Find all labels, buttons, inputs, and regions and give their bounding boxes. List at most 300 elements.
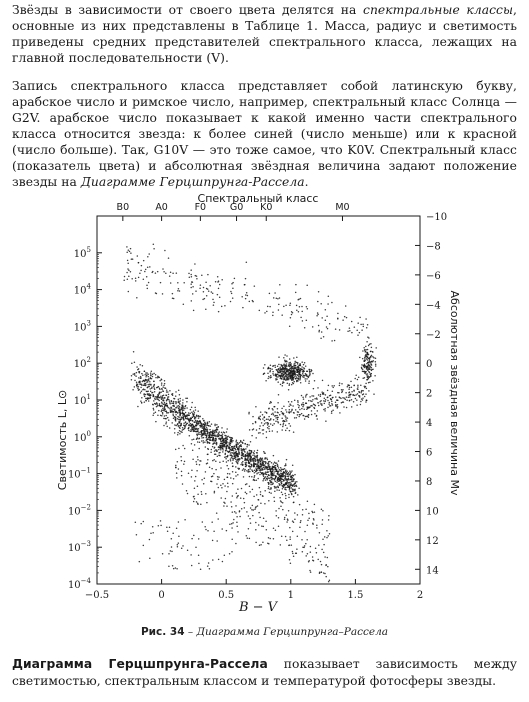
star-point <box>190 283 192 285</box>
star-point <box>260 411 262 413</box>
star-point <box>263 467 265 469</box>
star-point <box>297 362 299 364</box>
star-point <box>245 448 247 450</box>
star-point <box>196 414 198 416</box>
star-point <box>203 440 205 442</box>
star-point <box>204 431 206 433</box>
spectral-class-label: M0 <box>335 202 350 213</box>
star-point <box>249 468 251 470</box>
star-point <box>172 533 174 535</box>
star-point <box>256 452 258 454</box>
star-point <box>149 539 151 541</box>
star-point <box>299 306 301 308</box>
star-point <box>275 378 277 380</box>
star-point <box>169 407 171 409</box>
star-point <box>351 406 353 408</box>
star-point <box>218 436 220 438</box>
star-point <box>203 287 205 289</box>
star-point <box>305 416 307 418</box>
star-point <box>126 272 128 274</box>
star-point <box>273 463 275 465</box>
star-point <box>209 421 211 423</box>
star-point <box>346 407 348 409</box>
star-point <box>197 494 199 496</box>
star-point <box>181 547 183 549</box>
star-point <box>210 437 212 439</box>
star-point <box>201 437 203 439</box>
star-point <box>171 551 173 553</box>
bottom-tick-label: 1 <box>287 590 294 601</box>
star-point <box>226 428 228 430</box>
star-point <box>343 406 345 408</box>
star-point <box>335 404 337 406</box>
star-point <box>190 430 192 432</box>
star-point <box>321 331 323 333</box>
star-point <box>255 506 257 508</box>
star-point <box>285 361 287 363</box>
star-point <box>202 430 204 432</box>
star-point <box>271 473 273 475</box>
star-point <box>288 372 290 374</box>
star-point <box>299 409 301 411</box>
star-point <box>296 356 298 358</box>
star-point <box>173 402 175 404</box>
star-point <box>286 363 288 365</box>
star-point <box>129 251 131 253</box>
star-point <box>176 411 178 413</box>
star-point <box>243 439 245 441</box>
star-point <box>316 552 318 554</box>
star-point <box>367 367 369 369</box>
star-point <box>205 309 207 311</box>
star-point <box>278 460 280 462</box>
star-point <box>288 406 290 408</box>
star-point <box>227 486 229 488</box>
star-point <box>216 512 218 514</box>
star-point <box>182 445 184 447</box>
star-point <box>246 535 248 537</box>
star-point <box>364 377 366 379</box>
star-point <box>255 467 257 469</box>
star-point <box>279 497 281 499</box>
star-point <box>325 320 327 322</box>
star-point <box>317 301 319 303</box>
star-point <box>184 427 186 429</box>
star-point <box>217 455 219 457</box>
star-point <box>224 432 226 434</box>
star-point <box>359 332 361 334</box>
star-point <box>285 416 287 418</box>
star-point <box>255 542 257 544</box>
star-point <box>258 512 260 513</box>
star-point <box>289 536 291 538</box>
star-point <box>187 414 189 416</box>
star-point <box>252 416 254 418</box>
star-point <box>277 419 279 421</box>
star-point <box>288 497 290 499</box>
star-point <box>288 379 290 381</box>
star-point <box>242 465 244 467</box>
star-point <box>235 466 237 468</box>
star-point <box>222 451 224 453</box>
star-point <box>194 412 196 414</box>
star-point <box>297 380 299 382</box>
star-point <box>290 425 292 427</box>
star-point <box>361 390 363 392</box>
star-point <box>192 420 194 422</box>
star-point <box>232 288 234 290</box>
star-point <box>145 269 147 271</box>
star-point <box>282 469 284 471</box>
star-point <box>207 431 209 433</box>
star-point <box>332 404 334 406</box>
star-point <box>224 502 226 504</box>
star-point <box>282 502 284 504</box>
star-point <box>142 375 144 377</box>
star-point <box>248 453 250 455</box>
star-point <box>309 373 311 375</box>
star-point <box>361 364 363 366</box>
star-point <box>288 472 290 474</box>
star-point <box>207 424 209 426</box>
figure-caption <box>0 626 529 638</box>
star-point <box>162 386 164 388</box>
star-point <box>226 476 228 478</box>
star-point <box>216 424 218 426</box>
star-point <box>289 470 291 472</box>
star-point <box>277 412 279 414</box>
star-point <box>260 460 262 462</box>
star-point <box>342 397 344 399</box>
star-point <box>356 329 358 331</box>
star-point <box>277 464 279 466</box>
star-point <box>281 417 283 419</box>
star-point <box>250 441 252 443</box>
star-point <box>285 425 287 427</box>
star-point <box>273 469 275 471</box>
star-point <box>167 406 169 408</box>
star-point <box>296 369 298 371</box>
star-point <box>294 489 296 491</box>
star-point <box>302 320 304 322</box>
star-point <box>332 410 334 412</box>
star-point <box>160 520 162 522</box>
star-point <box>150 390 152 392</box>
star-point <box>131 278 133 280</box>
star-point <box>138 277 140 279</box>
star-point <box>354 395 356 397</box>
star-point <box>173 411 175 413</box>
star-point <box>179 398 181 400</box>
star-point <box>287 382 289 384</box>
star-point <box>274 462 276 464</box>
star-point <box>289 481 291 483</box>
star-point <box>251 509 253 511</box>
star-point <box>182 414 184 416</box>
star-point <box>274 465 276 467</box>
star-point <box>161 382 163 384</box>
star-point <box>201 274 203 276</box>
star-point <box>236 440 238 442</box>
star-point <box>236 497 238 499</box>
star-point <box>183 407 185 409</box>
star-point <box>153 408 155 410</box>
star-point <box>158 386 160 388</box>
star-point <box>373 393 375 395</box>
star-point <box>238 452 240 454</box>
star-point <box>222 561 224 563</box>
star-point <box>193 501 195 503</box>
star-point <box>184 426 186 428</box>
star-point <box>145 376 147 378</box>
star-point <box>251 435 253 437</box>
star-point <box>321 391 323 393</box>
star-point <box>320 338 322 340</box>
star-point <box>318 544 320 546</box>
star-point <box>253 479 255 481</box>
star-point <box>247 444 249 446</box>
star-point <box>263 517 265 519</box>
star-point <box>225 443 227 445</box>
star-point <box>207 442 209 444</box>
star-point <box>161 378 163 380</box>
star-point <box>232 522 234 524</box>
star-point <box>174 398 176 400</box>
star-point <box>205 493 207 495</box>
star-point <box>304 368 306 370</box>
star-point <box>216 442 218 444</box>
star-point <box>242 469 244 471</box>
star-point <box>329 402 331 404</box>
star-point <box>295 493 297 495</box>
star-point <box>188 418 190 420</box>
star-point <box>253 509 255 511</box>
star-point <box>145 379 147 381</box>
star-point <box>362 323 364 325</box>
star-point <box>159 403 161 405</box>
star-point <box>236 443 238 445</box>
star-point <box>179 403 181 405</box>
star-point <box>274 478 276 480</box>
star-point <box>211 435 213 437</box>
star-point <box>166 403 168 405</box>
star-point <box>229 524 231 526</box>
star-point <box>141 391 143 393</box>
star-point <box>207 448 209 450</box>
star-point <box>311 395 313 397</box>
star-point <box>178 401 180 403</box>
star-point <box>349 396 351 398</box>
star-point <box>168 565 170 567</box>
star-point <box>285 368 287 370</box>
star-point <box>239 511 241 513</box>
star-point <box>204 425 206 427</box>
star-point <box>268 469 270 471</box>
star-point <box>301 408 303 410</box>
star-point <box>230 449 232 451</box>
star-point <box>274 486 276 488</box>
star-point <box>206 427 208 429</box>
star-point <box>334 340 336 342</box>
star-point <box>362 358 364 360</box>
star-point <box>169 402 171 404</box>
star-point <box>268 408 270 410</box>
star-point <box>195 546 197 548</box>
star-point <box>237 442 239 444</box>
star-point <box>221 528 223 530</box>
star-point <box>139 364 141 366</box>
star-point <box>296 481 298 483</box>
star-point <box>246 446 248 448</box>
star-point <box>310 546 312 548</box>
star-point <box>284 493 286 495</box>
star-point <box>218 449 220 451</box>
star-point <box>166 412 168 414</box>
star-point <box>163 403 165 405</box>
star-point <box>294 400 296 402</box>
star-point <box>218 559 220 561</box>
star-point <box>287 485 289 487</box>
star-point <box>197 422 199 424</box>
star-point <box>224 479 226 481</box>
star-point <box>245 294 247 296</box>
star-point <box>196 275 198 277</box>
star-point <box>369 381 371 383</box>
star-point <box>164 402 166 404</box>
star-point <box>364 358 366 360</box>
star-point <box>143 521 145 523</box>
star-point <box>268 486 270 488</box>
star-point <box>259 545 261 547</box>
star-point <box>201 435 203 437</box>
star-point <box>357 386 359 388</box>
star-point <box>234 511 236 513</box>
star-point <box>260 459 262 461</box>
star-point <box>190 429 192 431</box>
star-point <box>209 439 211 441</box>
star-point <box>292 368 294 370</box>
star-point <box>277 366 279 368</box>
right-tick-label: 10 <box>426 506 439 518</box>
star-point <box>293 521 295 523</box>
star-point <box>135 375 137 377</box>
star-point <box>181 471 183 473</box>
star-point <box>166 421 168 423</box>
star-point <box>167 417 169 419</box>
star-point <box>127 268 129 270</box>
star-point <box>151 370 153 372</box>
star-point <box>201 493 203 495</box>
star-point <box>177 544 179 546</box>
star-point <box>245 462 247 464</box>
bottom-tick-label: 1.5 <box>347 590 364 601</box>
star-point <box>306 320 308 322</box>
star-point <box>323 392 325 394</box>
star-point <box>285 463 287 465</box>
right-tick-label: −10 <box>426 212 448 223</box>
star-point <box>305 395 307 397</box>
star-point <box>307 524 309 526</box>
star-point <box>279 474 281 476</box>
star-point <box>293 373 295 375</box>
star-point <box>232 466 234 468</box>
star-point <box>246 459 248 461</box>
star-point <box>289 538 291 540</box>
star-point <box>288 365 290 367</box>
star-point <box>183 304 185 306</box>
spectral-class-label: F0 <box>194 202 207 213</box>
star-point <box>176 528 178 530</box>
star-point <box>199 425 201 427</box>
star-point <box>205 434 207 436</box>
star-point <box>191 425 193 427</box>
star-point <box>206 295 208 297</box>
star-point <box>248 471 250 473</box>
star-point <box>367 356 369 358</box>
star-point <box>365 383 367 385</box>
star-point <box>285 489 287 491</box>
star-point <box>278 364 280 366</box>
star-point <box>136 372 138 374</box>
star-point <box>205 446 207 448</box>
star-point <box>203 420 205 422</box>
star-point <box>192 281 194 283</box>
star-point <box>189 420 191 422</box>
star-point <box>341 402 343 404</box>
star-point <box>228 468 230 470</box>
star-point <box>171 409 173 411</box>
star-point <box>238 451 240 453</box>
star-point <box>187 493 189 495</box>
star-point <box>308 417 310 419</box>
star-point <box>148 398 150 400</box>
star-point <box>130 248 132 250</box>
star-point <box>198 563 200 565</box>
star-point <box>234 448 236 450</box>
star-point <box>264 477 266 479</box>
star-point <box>220 438 222 440</box>
star-point <box>170 271 172 273</box>
star-point <box>267 419 269 421</box>
star-point <box>324 397 326 399</box>
star-point <box>162 397 164 399</box>
star-point <box>290 405 292 407</box>
star-point <box>289 527 291 529</box>
star-point <box>316 524 318 526</box>
star-point <box>272 365 274 367</box>
star-point <box>212 460 214 462</box>
left-tick-label: $10^4$ <box>73 282 91 297</box>
star-point <box>310 371 312 373</box>
star-point <box>290 367 292 369</box>
star-point <box>238 458 240 460</box>
star-point <box>250 453 252 455</box>
star-point <box>262 465 264 467</box>
star-point <box>223 440 225 442</box>
star-point <box>279 297 281 299</box>
star-point <box>297 363 299 365</box>
star-point <box>306 409 308 411</box>
star-point <box>275 486 277 488</box>
star-point <box>267 462 269 464</box>
star-point <box>330 405 332 407</box>
star-point <box>345 399 347 401</box>
star-point <box>175 449 177 451</box>
star-point <box>289 487 291 489</box>
star-point <box>157 405 159 407</box>
star-point <box>196 501 198 503</box>
star-point <box>300 298 302 300</box>
